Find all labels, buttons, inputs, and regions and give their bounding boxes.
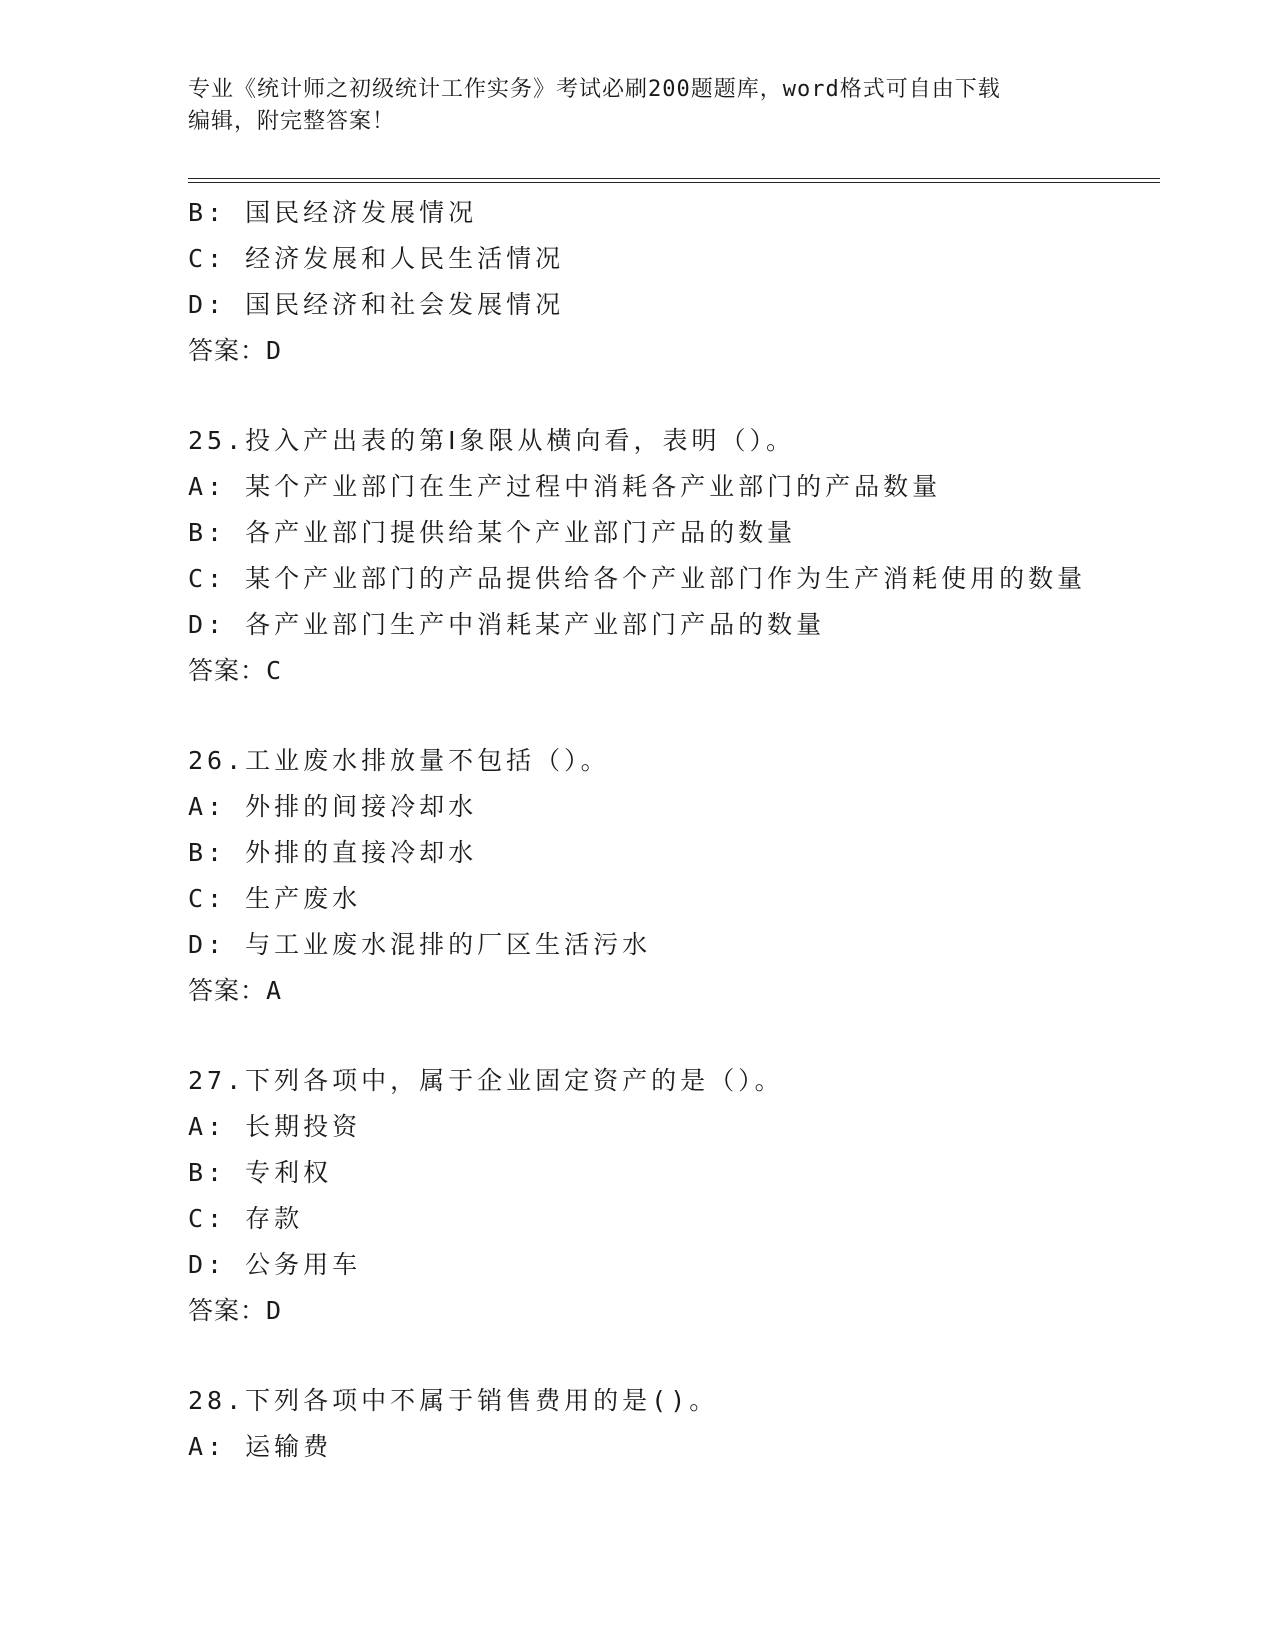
question-stem: 25.投入产出表的第Ⅰ象限从横向看，表明（）。 <box>188 426 796 455</box>
question-27 <box>188 1058 1148 1334</box>
question-28 <box>188 1378 1148 1470</box>
header-title-line1: 专业《统计师之初级统计工作实务》考试必刷200题题库，word格式可自由下载 <box>188 77 1001 102</box>
question-25 <box>188 418 1148 694</box>
option-c: C: 生产废水 <box>188 884 362 913</box>
option-d: D: 与工业废水混排的厂区生活污水 <box>188 930 652 959</box>
question-stem: 28.下列各项中不属于销售费用的是()。 <box>188 1386 719 1415</box>
option-b: B: 国民经济发展情况 <box>188 198 478 227</box>
question-stem: 26.工业废水排放量不包括（）。 <box>188 746 610 775</box>
option-a: A: 长期投资 <box>188 1112 362 1141</box>
option-d: D: 国民经济和社会发展情况 <box>188 290 565 319</box>
option-d: D: 公务用车 <box>188 1250 362 1279</box>
question-stem: 27.下列各项中，属于企业固定资产的是（）。 <box>188 1066 784 1095</box>
question-24-continued <box>188 190 1148 374</box>
option-a: A: 某个产业部门在生产过程中消耗各产业部门的产品数量 <box>188 472 942 501</box>
question-26 <box>188 738 1148 1014</box>
document-header <box>188 74 1088 138</box>
answer-line: 答案：D <box>188 336 283 365</box>
option-a: A: 运输费 <box>188 1432 333 1461</box>
answer-line: 答案：D <box>188 1296 283 1325</box>
answer-line: 答案：C <box>188 656 283 685</box>
option-b: B: 外排的直接冷却水 <box>188 838 478 867</box>
header-title-line2: 编辑，附完整答案！ <box>188 109 396 134</box>
option-c: C: 经济发展和人民生活情况 <box>188 244 565 273</box>
option-c: C: 某个产业部门的产品提供给各个产业部门作为生产消耗使用的数量 <box>188 564 1087 593</box>
option-a: A: 外排的间接冷却水 <box>188 792 478 821</box>
header-divider <box>188 178 1160 183</box>
option-b: B: 各产业部门提供给某个产业部门产品的数量 <box>188 518 797 547</box>
question-list <box>188 190 1148 1470</box>
option-d: D: 各产业部门生产中消耗某产业部门产品的数量 <box>188 610 826 639</box>
answer-line: 答案：A <box>188 976 283 1005</box>
option-b: B: 专利权 <box>188 1158 333 1187</box>
option-c: C: 存款 <box>188 1204 304 1233</box>
